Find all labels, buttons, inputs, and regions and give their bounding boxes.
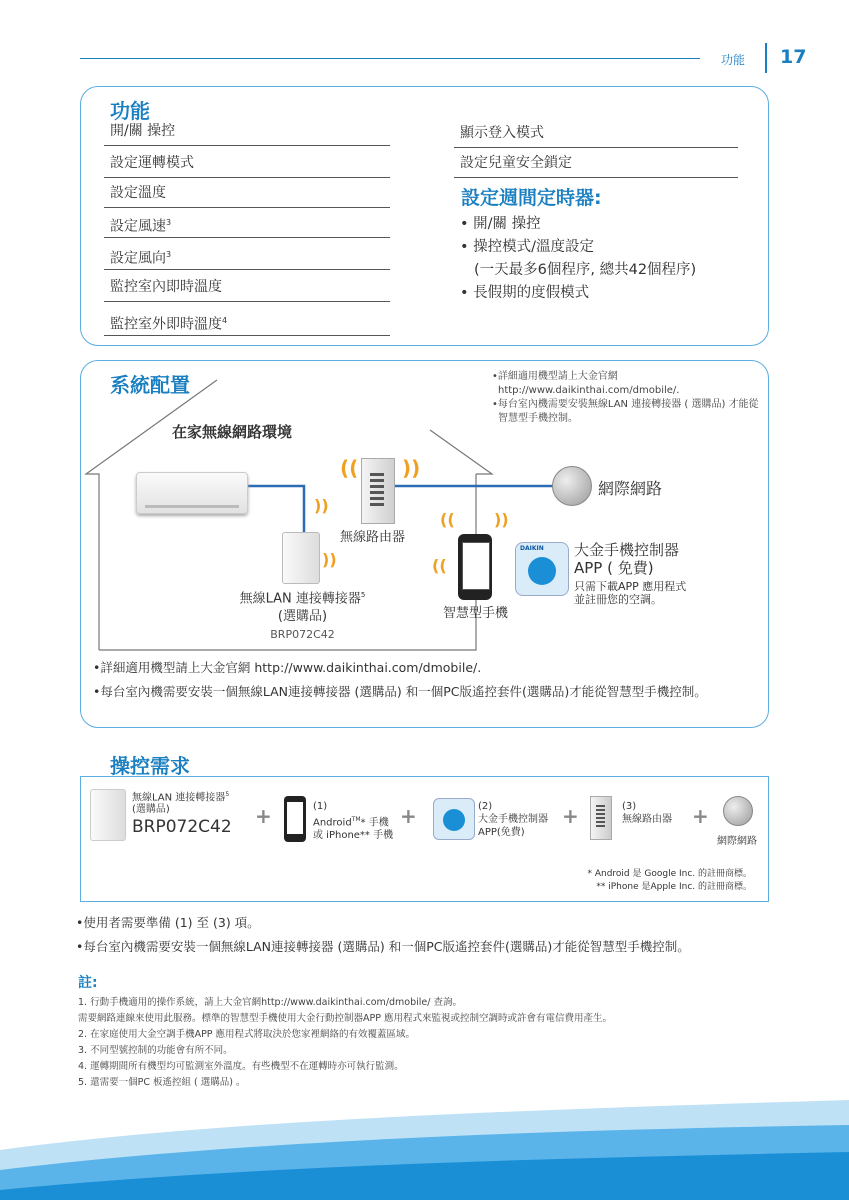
smartphone-label: 智慧型手機 (443, 606, 509, 621)
wifi-icon: )) (402, 456, 421, 480)
notes-list (78, 995, 612, 1091)
plus-sign: + (400, 804, 417, 828)
func-item: 監控室外即時溫度$^4$ (104, 306, 390, 336)
timer-bullet: (一天最多6個程序, 總共42個程序) (474, 262, 697, 278)
wifi-icon: (( (432, 556, 447, 575)
smartphone-icon (458, 534, 492, 600)
func-item: 設定溫度 (104, 178, 390, 208)
req-internet-label: 網際網路 (717, 836, 757, 847)
req-item-2: (2) 大金手機控制器 APP(免費) (478, 801, 548, 838)
header-section: 功能 (721, 53, 746, 67)
app-title: 大金手機控制器 APP ( 免費) (574, 541, 680, 577)
wlan-adapter-icon (282, 532, 320, 584)
req-item-3: (3) 無線路由器 (622, 801, 672, 825)
system-bottom-note-1: •詳細適用機型請上大金官網 http://www.daikinthai.com/dmobile/. (93, 660, 482, 675)
notes-title: 註: (78, 975, 98, 991)
plus-sign: + (562, 804, 579, 828)
func-item: 監控室內即時溫度 (104, 272, 390, 302)
func-item: 開/關 操控 (104, 116, 390, 146)
router-label: 無線路由器 (340, 530, 406, 545)
timer-title: 設定週間定時器: (461, 187, 602, 209)
plus-sign: + (255, 804, 272, 828)
router-icon (361, 458, 395, 524)
adapter-label: 無線LAN 連接轉接器$^5$ (選購品) BRP072C42 (239, 591, 366, 642)
req-globe-icon (723, 796, 753, 826)
plus-sign: + (692, 804, 709, 828)
wifi-icon: (( (340, 456, 359, 480)
daikin-app-icon: DAIKIN (515, 542, 569, 596)
note-item: 2. 在家庭使用大金空調手機APP 應用程式將取決於您家裡網絡的有效覆蓋區域。 (78, 1029, 416, 1040)
func-item-right: 設定兒童安全鎖定 (454, 148, 738, 178)
note-item: 4. 運轉期間所有機型均可監測室外溫度。有些機型不在運轉時亦可執行監測。 (78, 1061, 404, 1072)
timer-bullet: • 長假期的度假模式 (460, 285, 590, 301)
trademark-notes: * Android 是 Google Inc. 的註冊商標。 ** iPhone 是Apple Inc. 的註冊商標。 (587, 869, 752, 892)
app-desc: 只需下載APP 應用程式 並註冊您的空調。 (574, 580, 687, 606)
func-item: 設定風向$^3$ (104, 240, 390, 270)
req-adapter-icon (90, 789, 126, 841)
req-router-icon (590, 796, 612, 840)
func-item: 設定運轉模式 (104, 148, 390, 178)
system-title: 系統配置 (110, 373, 190, 397)
req-phone-icon (284, 796, 306, 842)
requirements-note-2: •每台室內機需要安裝一個無線LAN連接轉接器 (選購品) 和一個PC版遙控套件(選購品)才能從智慧型手機控制。 (76, 939, 690, 954)
note-item: 3. 不同型號控制的功能會有所不同。 (78, 1045, 233, 1056)
timer-bullet: • 操控模式/溫度設定 (460, 239, 595, 255)
footer-wave (0, 1090, 849, 1200)
internet-label: 網際網路 (598, 479, 663, 498)
wifi-icon: )) (494, 510, 509, 529)
note-item: 需要網路連線來使用此服務。標準的智慧型手機使用大金行動控制器APP 應用程式來監視或控制空調時或許會有電信費用產生。 (78, 1013, 612, 1024)
wifi-icon: )) (314, 496, 329, 515)
wifi-icon: (( (440, 510, 455, 529)
globe-icon (552, 466, 592, 506)
func-item-right: 顯示登入模式 (454, 118, 738, 148)
page-number: 17 (780, 46, 807, 68)
note-item: 5. 還需要一個PC 板遙控組 ( 選購品) 。 (78, 1077, 246, 1088)
system-bottom-note-2: •每台室內機需要安裝一個無線LAN連接轉接器 (選購品) 和一個PC版遙控套件(選購品)才能從智慧型手機控制。 (93, 684, 707, 699)
air-conditioner-icon (136, 472, 248, 514)
wifi-icon: )) (322, 550, 337, 569)
system-top-note: •詳細適用機型請上大金官網 http://www.daikinthai.com/dmobile/. •每台室內機需要安裝無線LAN 連接轉接器 ( 選購品) 才能從 智慧型手機控制。 (492, 371, 759, 424)
func-item: 設定風速$^3$ (104, 208, 390, 238)
timer-bullet: • 開/關 操控 (460, 216, 541, 232)
req-item-1: (1) Android™* 手機 或 iPhone** 手機 (313, 801, 394, 842)
requirements-note-1: •使用者需要準備 (1) 至 (3) 項。 (76, 915, 260, 930)
req-adapter-text: 無線LAN 連接轉接器$^5$ (選購品) BRP072C42 (132, 791, 232, 838)
req-app-icon (433, 798, 475, 840)
home-network-label: 在家無線網路環境 (172, 423, 293, 441)
note-item: 1. 行動手機適用的操作系統，請上大金官網http://www.daikinthai.com/dmobile/ 查詢。 (78, 997, 462, 1008)
functions-title: 功能 (110, 99, 150, 123)
requirements-title: 操控需求 (110, 754, 190, 778)
